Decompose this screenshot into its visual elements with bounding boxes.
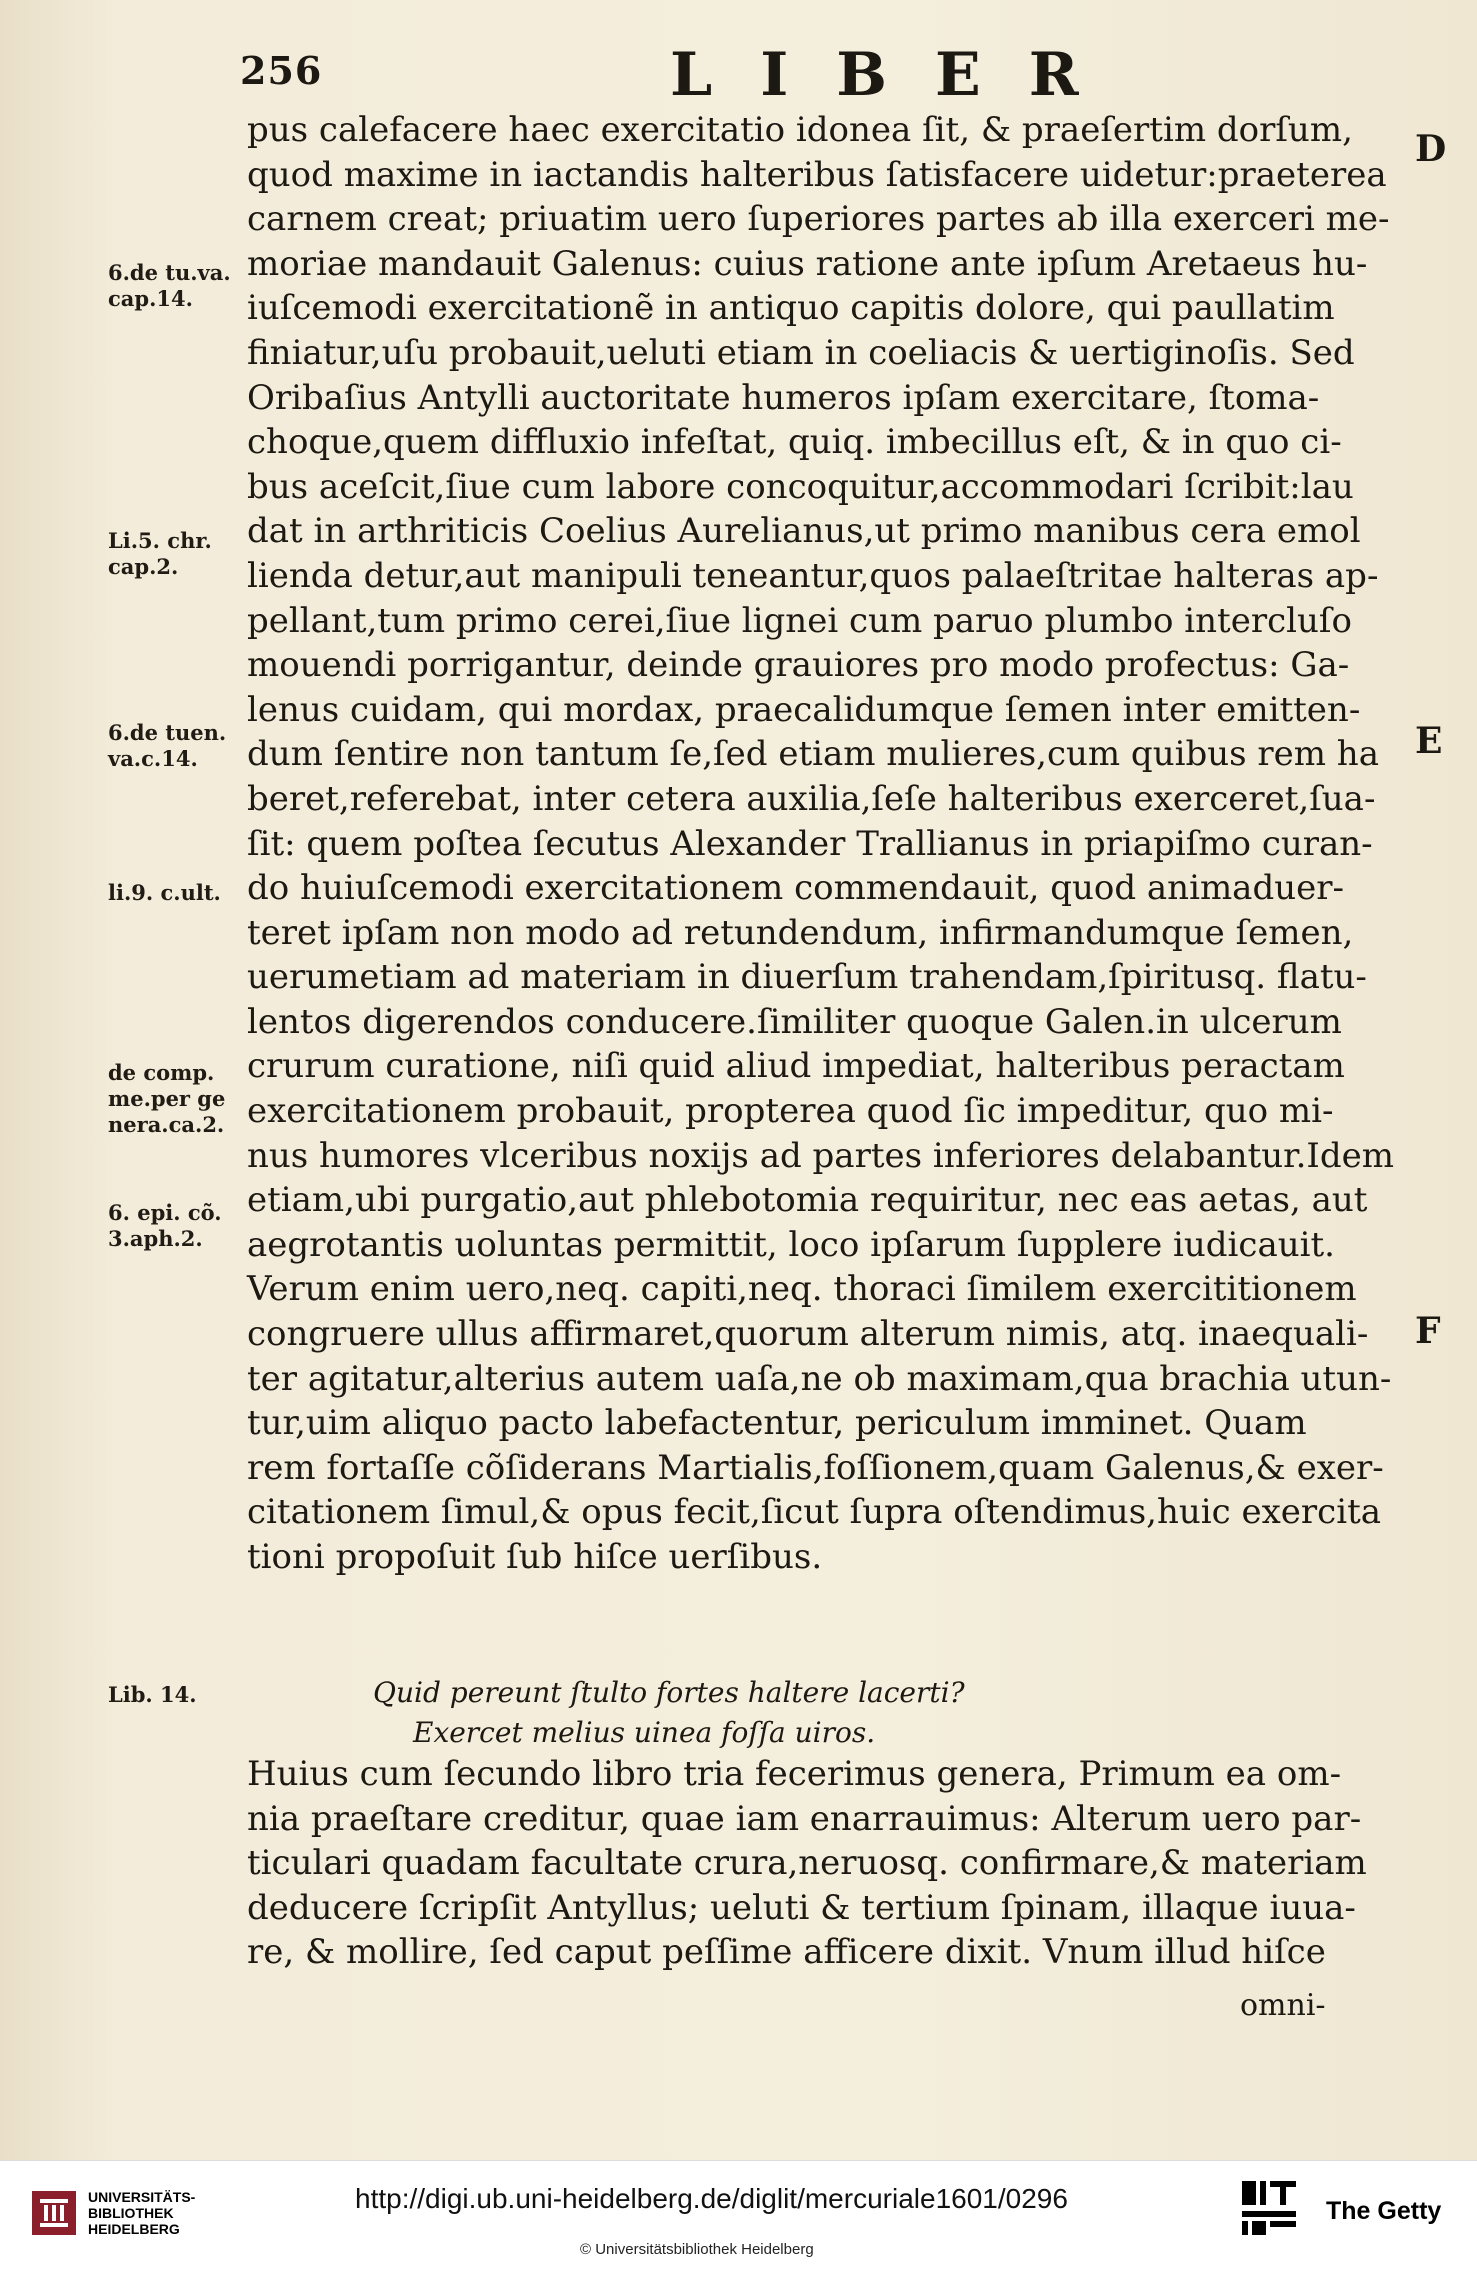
footer-bar xyxy=(0,2160,1477,2272)
text-line: etiam,ubi purgatio,aut phlebotomia requiritur, nec eas aetas, aut xyxy=(247,1180,1368,1221)
text-line: lenus cuidam, qui mordax, praecalidumque ſemen inter emitten- xyxy=(247,689,1361,730)
text-line: dat in arthriticis Coelius Aurelianus,ut primo manibus cera emol xyxy=(247,511,1361,552)
verse-line: Quid pereunt ſtulto fortes haltere lacerti? xyxy=(373,1676,965,1709)
page-number: 256 xyxy=(240,48,323,93)
text-line: pellant,tum primo cerei,ſiue lignei cum paruo plumbo intercluſo xyxy=(247,600,1352,641)
verse-line: Exercet melius uinea foſſa uiros. xyxy=(413,1716,876,1749)
page-header xyxy=(240,40,1340,110)
text-line: citationem ſimul,& opus fecit,ſicut ſupra oſtendimus,huic exercita xyxy=(247,1492,1382,1533)
getty-icon xyxy=(1238,2177,1300,2239)
text-line: tur,uim aliquo pacto labefactentur, periculum imminet. Quam xyxy=(247,1403,1307,1444)
text-line: ſit: quem poſtea ſecutus Alexander Trallianus in priapiſmo curan- xyxy=(247,823,1373,864)
text-line: re, & mollire, ſed caput peſſime afficere dixit. Vnum illud hiſce xyxy=(247,1932,1326,1973)
margin-note: li.9. c.ult. xyxy=(108,880,221,905)
text-line: rem fortaſſe cõſiderans Martialis,foſſionem,quam Galenus,& exer- xyxy=(247,1447,1384,1488)
library-name: UNIVERSITÄTS- BIBLIOTHEK HEIDELBERG xyxy=(88,2189,196,2237)
text-line: uerumetiam ad materiam in diuerſum trahendam,ſpiritusq. flatu- xyxy=(247,957,1367,998)
text-line: carnem creat; priuatim uero ſuperiores partes ab illa exerceri me- xyxy=(247,199,1390,240)
library-logo[interactable] xyxy=(30,2183,196,2249)
second-text-block xyxy=(247,1752,1397,1975)
library-seal-icon xyxy=(30,2189,78,2237)
text-line: deducere ſcripſit Antyllus; ueluti & tertium ſpinam, illaque iuua- xyxy=(247,1887,1356,1928)
text-line: do huiuſcemodi exercitationem commendauit, quod animaduer- xyxy=(247,868,1344,909)
text-line: congruere ullus affirmaret,quorum alterum nimis, atq. inaequali- xyxy=(247,1314,1369,1355)
text-line: crurum curatione, niſi quid aliud impediat, halteribus peractam xyxy=(247,1046,1345,1087)
copyright-text: © Universitätsbibliothek Heidelberg xyxy=(580,2241,814,2258)
text-line: Oribaſius Antylli auctoritate humeros ipſam exercitare, ſtoma- xyxy=(247,377,1320,418)
text-line: tioni propoſuit ſub hiſce uerſibus. xyxy=(247,1537,823,1577)
margin-note: 6.de tu.va. cap.14. xyxy=(108,260,231,311)
section-mark-d: D xyxy=(1415,128,1447,170)
text-line: Huius cum ſecundo libro tria fecerimus genera, Primum ea om- xyxy=(247,1754,1342,1794)
text-line: teret ipſam non modo ad retundendum, infirmandumque ſemen, xyxy=(247,912,1354,953)
text-line: Verum enim uero,neq. capiti,neq. thoraci ſimilem exercititionem xyxy=(247,1269,1357,1310)
main-text-block xyxy=(247,108,1397,1580)
text-line: iuſcemodi exercitationẽ in antiquo capitis dolore, qui paullatim xyxy=(247,288,1335,329)
section-mark-e: E xyxy=(1415,720,1443,762)
text-line: aegrotantis uoluntas permittit, loco ipſarum ſupplere iudicauit. xyxy=(247,1224,1335,1265)
source-url-link[interactable]: http://digi.ub.uni-heidelberg.de/diglit/mercuriale1601/0296 xyxy=(355,2183,1068,2214)
getty-name: The Getty xyxy=(1326,2197,1442,2225)
text-line: lentos digerendos conducere.ſimiliter quoque Galen.in ulcerum xyxy=(247,1001,1342,1042)
text-line: nus humores vlceribus noxijs ad partes inferiores delabantur.Idem xyxy=(247,1135,1394,1176)
text-line: quod maxime in iactandis halteribus ſatisfacere uidetur:praeterea xyxy=(247,154,1387,195)
text-line: beret,referebat, inter cetera auxilia,ſeſe halteribus exerceret,ſua- xyxy=(247,778,1376,819)
text-line: moriae mandauit Galenus: cuius ratione ante ipſum Aretaeus hu- xyxy=(247,243,1368,284)
text-line: finiatur,uſu probauit,ueluti etiam in coeliacis & uertiginoſis. Sed xyxy=(247,332,1355,373)
text-line: mouendi porrigantur, deinde grauiores pro modo profectus: Ga- xyxy=(247,645,1350,686)
text-line: ticulari quadam facultate crura,neruosq. confirmare,& materiam xyxy=(247,1843,1367,1884)
text-line: nia praeſtare creditur, quae iam enarrauimus: Alterum uero par- xyxy=(247,1798,1362,1839)
margin-note: Lib. 14. xyxy=(108,1682,197,1707)
margin-note: de comp. me.per ge nera.ca.2. xyxy=(108,1060,226,1137)
margin-note: Li.5. chr. cap.2. xyxy=(108,528,212,579)
catchword: omni- xyxy=(1240,1988,1326,2023)
text-line: ter agitatur,alterius autem uaſa,ne ob maximam,qua brachia utun- xyxy=(247,1358,1392,1399)
running-title: LIBER xyxy=(670,40,1127,110)
getty-logo[interactable] xyxy=(1238,2177,1458,2247)
margin-note: 6.de tuen. va.c.14. xyxy=(108,720,227,771)
text-line: choque,quem diffluxio infeſtat, quiq. imbecillus eſt, & in quo ci- xyxy=(247,422,1342,463)
text-line: lienda detur,aut manipuli teneantur,quos palaeſtritae halteras ap- xyxy=(247,555,1379,596)
text-line: pus calefacere haec exercitatio idonea ſit, & praeſertim dorſum, xyxy=(247,110,1353,150)
section-mark-f: F xyxy=(1415,1310,1441,1352)
margin-note: 6. epi. cõ. 3.aph.2. xyxy=(108,1200,222,1251)
text-line: dum ſentire non tantum ſe,ſed etiam mulieres,cum quibus rem ha xyxy=(247,734,1379,775)
text-line: exercitationem probauit, propterea quod ſic impeditur, quo mi- xyxy=(247,1091,1334,1132)
text-line: bus aceſcit,ſiue cum labore concoquitur,accommodari ſcribit:lau xyxy=(247,466,1354,507)
